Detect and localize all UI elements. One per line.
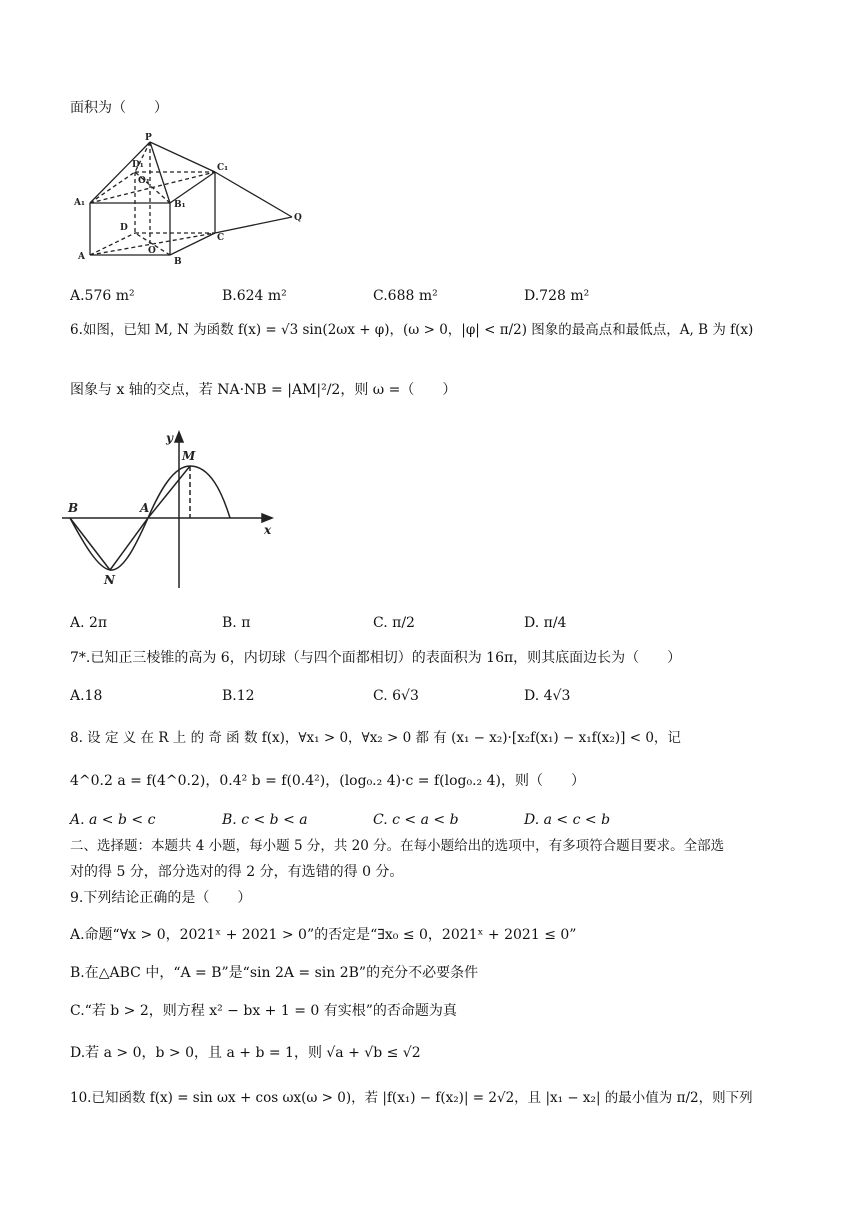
label-A: A: [140, 501, 150, 515]
q5-prism-figure: [70, 130, 310, 270]
label-D1: D₁: [132, 160, 144, 170]
q8-option-a: A. a < b < c: [70, 812, 156, 828]
q9-option-a: A.命题“∀x > 0，2021ˣ + 2021 > 0”的否定是“∃x₀ ≤ 0，2021ˣ + 2021 ≤ 0”: [70, 927, 577, 943]
label-C1: C₁: [217, 163, 229, 173]
q6-line1: 6.如图，已知 M, N 为函数 f(x) = √3 sin(2ωx + φ)，(ω > 0，|φ| < π/2) 图象的最高点和最低点，A, B 为 f(x): [70, 322, 754, 338]
q8-line1: 8. 设 定 义 在 R 上 的 奇 函 数 f(x)，∀x₁ > 0，∀x₂ > 0 都 有 (x₁ − x₂)·[x₂f(x₁) − x₁f(x₂)] < 0，记: [70, 730, 681, 746]
label-N: N: [104, 573, 115, 587]
label-A: A: [78, 252, 85, 262]
q5-option-a: A.576 m²: [70, 288, 135, 304]
section2-line1: 二、选择题：本题共 4 小题，每小题 5 分，共 20 分。在每小题给出的选项中，有多项符合题目要求。全部选: [70, 838, 725, 854]
q8-option-c: C. c < a < b: [373, 812, 459, 828]
q6-sine-figure: [62, 428, 282, 593]
label-M: M: [182, 449, 196, 463]
q9-stem: 9.下列结论正确的是（ ）: [70, 890, 252, 906]
label-B: B: [68, 501, 79, 515]
q9-option-d: D.若 a > 0，b > 0，且 a + b = 1，则 √a + √b ≤ √2: [70, 1045, 421, 1061]
q7-text: 7*.已知正三棱锥的高为 6，内切球（与四个面都相切）的表面积为 16π，则其底面边长为（ ）: [70, 650, 682, 666]
q7-option-c: C. 6√3: [373, 688, 419, 704]
q9-option-c: C.“若 b > 2，则方程 x² − bx + 1 = 0 有实根”的否命题为真: [70, 1003, 457, 1019]
q5-tail: 面积为（ ）: [70, 100, 168, 116]
q7-option-a: A.18: [70, 688, 103, 704]
label-P: P: [145, 133, 152, 143]
label-O1: O₁: [138, 176, 150, 186]
label-O: O: [148, 246, 156, 256]
q6-option-c: C. π/2: [373, 615, 415, 631]
q8-option-d: D. a < c < b: [524, 812, 611, 828]
q6-option-a: A. 2π: [70, 615, 108, 631]
q8-option-b: B. c < b < a: [222, 812, 308, 828]
q7-option-b: B.12: [222, 688, 255, 704]
q8-line2: 4^0.2 a = f(4^0.2)，0.4² b = f(0.4²)，(log₀.₂ 4)·c = f(log₀.₂ 4)，则（ ）: [70, 773, 585, 789]
label-Q: Q: [294, 213, 302, 223]
label-B: B: [174, 257, 182, 267]
label-B1: B₁: [174, 200, 186, 210]
q5-option-c: C.688 m²: [373, 288, 438, 304]
label-C: C: [217, 233, 225, 243]
q9-option-b: B.在△ABC 中，“A = B”是“sin 2A = sin 2B”的充分不必要条件: [70, 965, 479, 981]
q5-option-d: D.728 m²: [524, 288, 590, 304]
q7-option-d: D. 4√3: [524, 688, 571, 704]
label-A1: A₁: [74, 198, 85, 208]
q6-option-b: B. π: [222, 615, 251, 631]
label-x: x: [264, 523, 272, 537]
label-D: D: [120, 223, 128, 233]
section2-line2: 对的得 5 分，部分选对的得 2 分，有选错的得 0 分。: [70, 864, 404, 880]
q10-text: 10.已知函数 f(x) = sin ωx + cos ωx(ω > 0)，若 |f(x₁) − f(x₂)| = 2√2，且 |x₁ − x₂| 的最小值为 π/2，则下列: [70, 1090, 753, 1106]
q6-option-d: D. π/4: [524, 615, 567, 631]
q5-option-b: B.624 m²: [222, 288, 287, 304]
label-y: y: [166, 431, 173, 445]
q6-line2: 图象与 x 轴的交点，若 NA·NB = |AM|²/2，则 ω =（ ）: [70, 382, 457, 398]
